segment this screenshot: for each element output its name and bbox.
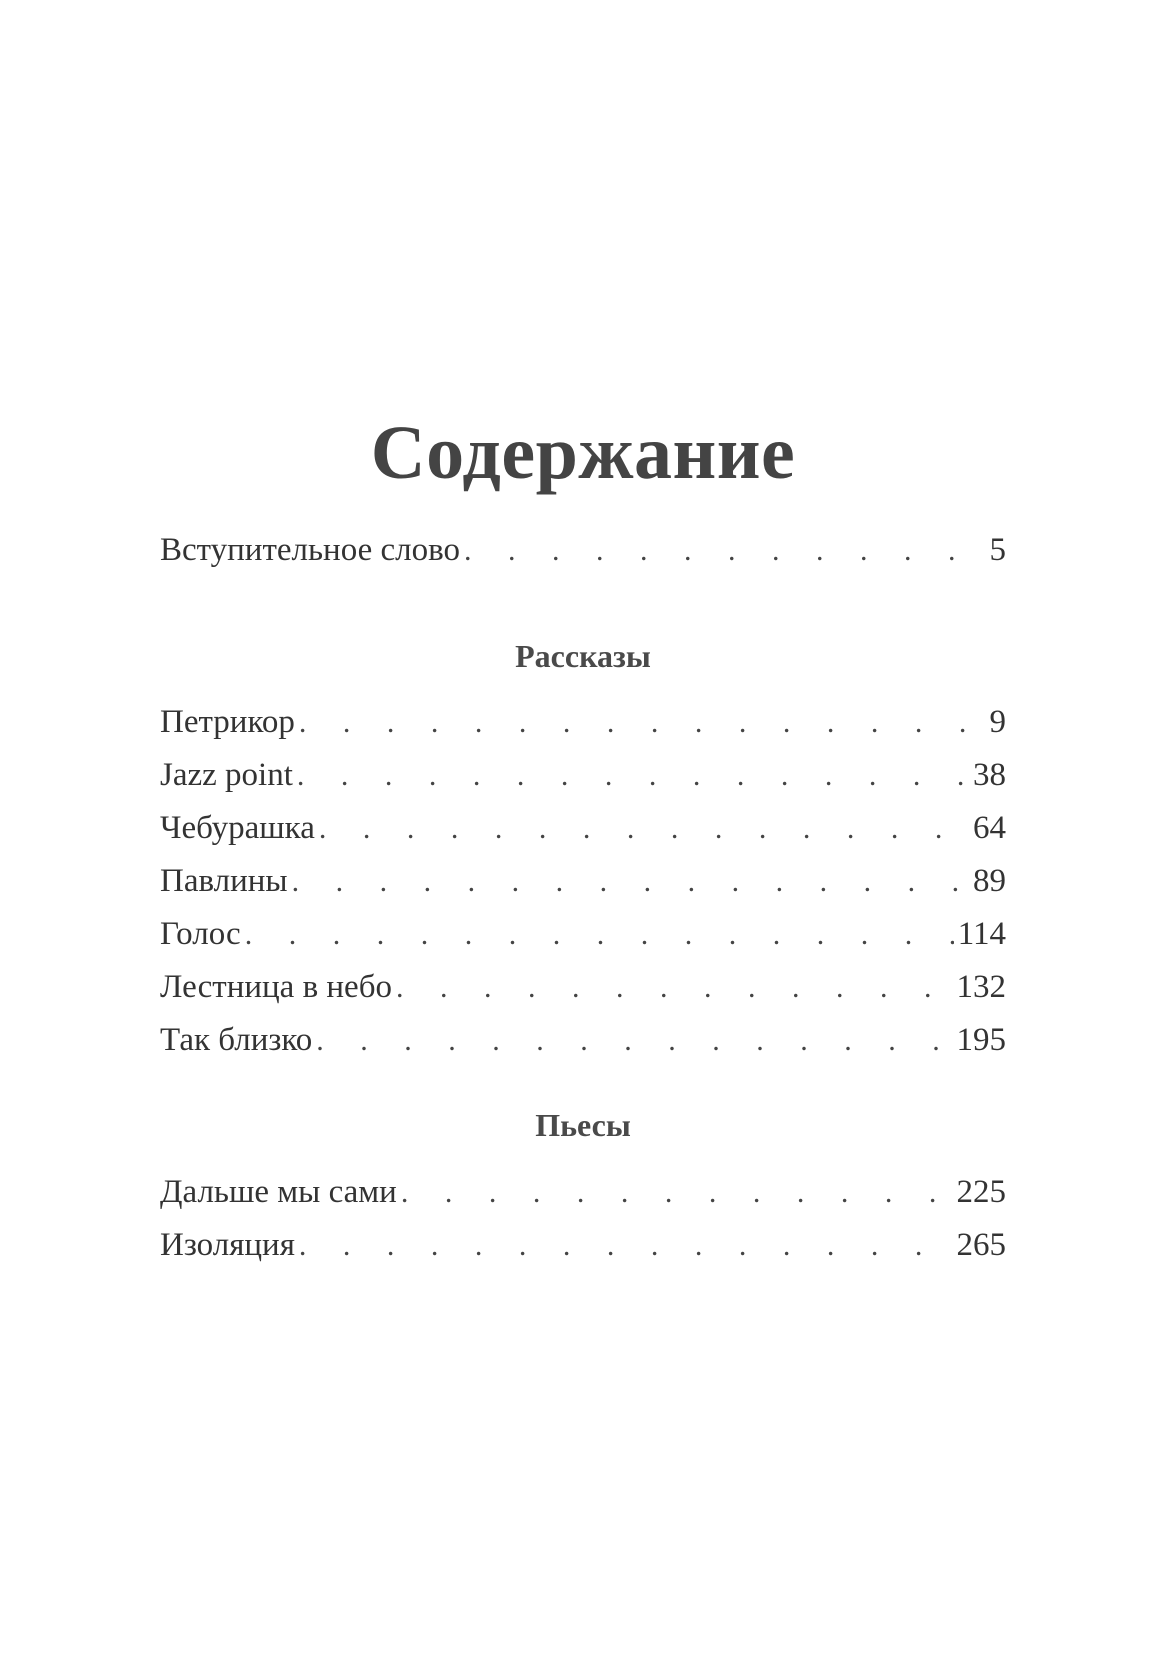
toc-entry-title: Jazz point [160, 757, 293, 793]
toc-entry-title: Так близко [160, 1022, 313, 1058]
toc-entry-title: Голос [160, 916, 241, 952]
dot-leader [464, 524, 986, 577]
toc-entry-page: 114 [957, 916, 1006, 952]
page-title: Содержание [370, 411, 796, 495]
toc-entry-page: 64 [973, 810, 1006, 846]
dot-leader [292, 855, 969, 908]
section-heading-plays: Пьесы [535, 1107, 631, 1143]
toc-entry[interactable] [160, 749, 1006, 802]
toc-entry-page: 89 [973, 863, 1006, 899]
dot-leader [299, 1219, 953, 1272]
toc-entry[interactable] [160, 855, 1006, 908]
toc-section-stories [160, 696, 1006, 1067]
toc-entry-page: 225 [956, 1174, 1006, 1210]
toc-entry-page: 5 [989, 532, 1006, 568]
toc-entry-title: Дальше мы сами [160, 1174, 397, 1210]
toc-entry[interactable] [160, 524, 1006, 577]
toc-entry-title: Чебурашка [160, 810, 315, 846]
toc-entry-title: Лестница в небо [160, 969, 392, 1005]
toc-entry[interactable] [160, 696, 1006, 749]
dot-leader [245, 908, 954, 961]
toc-entry-page: 195 [956, 1022, 1006, 1058]
dot-leader [401, 1166, 953, 1219]
dot-leader [316, 1014, 952, 1067]
toc-entry-title: Изоляция [160, 1227, 295, 1263]
section-heading-stories: Рассказы [515, 638, 651, 674]
toc-entry[interactable] [160, 1014, 1006, 1067]
dot-leader [396, 961, 953, 1014]
toc-intro [160, 524, 1006, 577]
toc-entry-page: 38 [973, 757, 1006, 793]
toc-entry[interactable] [160, 802, 1006, 855]
toc-entry[interactable] [160, 961, 1006, 1014]
toc-entry[interactable] [160, 908, 1006, 961]
dot-leader [299, 696, 986, 749]
toc-entry[interactable] [160, 1166, 1006, 1219]
toc-entry-title: Вступительное слово [160, 532, 460, 568]
toc-entry-title: Петрикор [160, 704, 295, 740]
toc-entry-title: Павлины [160, 863, 288, 899]
toc-entry[interactable] [160, 1219, 1006, 1272]
toc-entry-page: 132 [956, 969, 1006, 1005]
dot-leader [319, 802, 969, 855]
toc-entry-page: 9 [989, 704, 1006, 740]
toc-section-plays [160, 1166, 1006, 1272]
toc-entry-page: 265 [956, 1227, 1006, 1263]
dot-leader [297, 749, 969, 802]
